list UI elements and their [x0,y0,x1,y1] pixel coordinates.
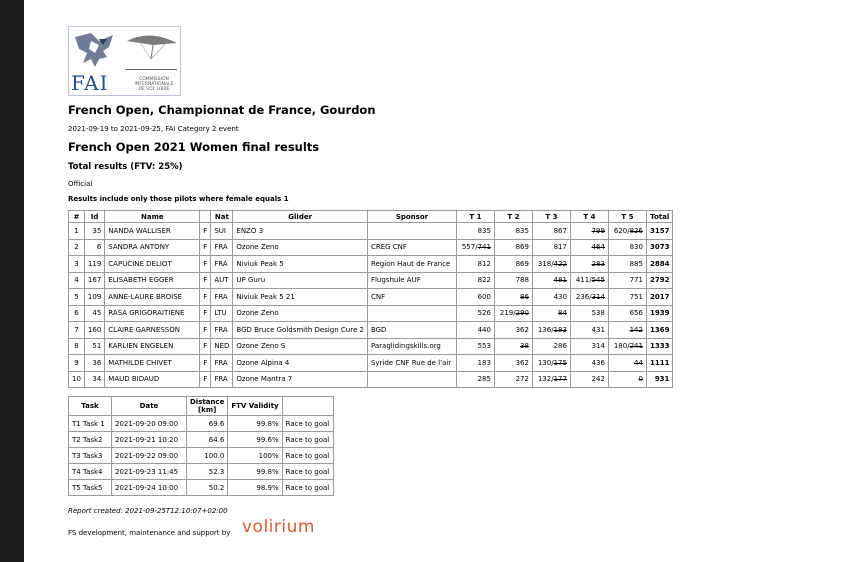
id-cell: 51 [84,338,104,355]
sponsor-cell: Flugshule AUF [367,272,456,289]
id-cell: 119 [84,256,104,273]
total-cell: 2017 [646,289,672,306]
t3-cell: 132/177 [532,371,570,388]
t4-cell: 236/314 [570,289,608,306]
competition-title: French Open, Championnat de France, Gourdon [68,103,376,117]
table-row [69,432,334,448]
task-cell: T4 Task4 [69,464,112,480]
nat-cell: FRA [211,355,233,372]
task-type-cell: Race to goal [282,432,333,448]
nat-cell: FRA [211,322,233,339]
glider-cell: Niviuk Peak 5 [233,256,368,273]
col-name: Name [105,211,200,223]
distance-cell: 100.0 [187,448,228,464]
t3-cell: 130/175 [532,355,570,372]
report-created: Report created: 2021-09-25T12:10:07+02:00 [68,507,228,515]
total-cell: 931 [646,371,672,388]
total-cell: 3073 [646,239,672,256]
sponsor-cell [367,371,456,388]
name-cell: SANDRA ANTONY [105,239,200,256]
t4-cell: 538 [570,305,608,322]
table-row [69,256,673,273]
t2-cell: 788 [494,272,532,289]
t3-cell: 867 [532,223,570,240]
t4-cell: 283 [570,256,608,273]
rank-cell: 2 [69,239,85,256]
date-cell: 2021-09-20 09:00 [112,416,187,432]
table-row [69,480,334,496]
id-cell: 160 [84,322,104,339]
t2-cell: 219/290 [494,305,532,322]
col-distance: Distance [km] [187,397,228,416]
t1-cell: 183 [456,355,494,372]
validity-cell: 100% [228,448,282,464]
total-results-heading: Total results (FTV: 25%) [68,162,183,172]
t2-cell: 869 [494,239,532,256]
glider-cell: ENZO 3 [233,223,368,240]
glider-cell: BGD Bruce Goldsmith Design Cure 2 [233,322,368,339]
t1-cell: 557/741 [456,239,494,256]
name-cell: ELISABETH EGGER [105,272,200,289]
col-t4: T 4 [570,211,608,223]
rank-cell: 3 [69,256,85,273]
sex-cell: F [200,322,211,339]
task-table [68,396,334,496]
nat-cell: FRA [211,371,233,388]
validity-cell: 99.6% [228,432,282,448]
name-cell: MAUD BIDAUD [105,371,200,388]
nat-cell: LTU [211,305,233,322]
t1-cell: 440 [456,322,494,339]
table-row [69,355,673,372]
sponsor-cell: Syride CNF Rue de l'air [367,355,456,372]
fai-logo-text: FAI [71,71,109,95]
task-type-cell: Race to goal [282,480,333,496]
name-cell: ANNE-LAURE BROISE [105,289,200,306]
filter-note: Results include only those pilots where female equals 1 [68,195,289,203]
t2-cell: 835 [494,223,532,240]
total-cell: 1939 [646,305,672,322]
task-cell: T2 Task2 [69,432,112,448]
rank-cell: 9 [69,355,85,372]
col-task-type [282,397,333,416]
total-cell: 3157 [646,223,672,240]
sex-cell: F [200,355,211,372]
footer-text: FS development, maintenance and support by [68,529,231,537]
col-sex [200,211,211,223]
t5-cell: 751 [608,289,646,306]
t1-cell: 526 [456,305,494,322]
task-type-cell: Race to goal [282,416,333,432]
sex-cell: F [200,239,211,256]
t4-cell: 431 [570,322,608,339]
col-id: Id [84,211,104,223]
name-cell: CAPUCINE DELIOT [105,256,200,273]
col-t5: T 5 [608,211,646,223]
volirium-logo: volirium [242,517,315,537]
t1-cell: 285 [456,371,494,388]
t5-cell: 180/241 [608,338,646,355]
task-type-cell: Race to goal [282,448,333,464]
total-cell: 1333 [646,338,672,355]
col-rank: # [69,211,85,223]
t5-cell: 142 [608,322,646,339]
sex-cell: F [200,305,211,322]
name-cell: RASA GRIGORAITIENE [105,305,200,322]
t5-cell: 830 [608,239,646,256]
glider-cell: UP Guru [233,272,368,289]
name-cell: NANDA WALLISER [105,223,200,240]
t1-cell: 812 [456,256,494,273]
id-cell: 109 [84,289,104,306]
glider-cell: Ozone Zeno [233,305,368,322]
t4-cell: 411/545 [570,272,608,289]
col-nat: Nat [211,211,233,223]
table-row [69,371,673,388]
logo-divider [125,69,177,70]
id-cell: 34 [84,371,104,388]
sponsor-cell: Paraglidingskills.org [367,338,456,355]
t3-cell: 84 [532,305,570,322]
table-row [69,239,673,256]
t1-cell: 822 [456,272,494,289]
table-row [69,338,673,355]
col-validity: FTV Validity [228,397,282,416]
task-type-cell: Race to goal [282,464,333,480]
table-row [69,305,673,322]
nat-cell: SUI [211,223,233,240]
date-cell: 2021-09-21 10:20 [112,432,187,448]
sex-cell: F [200,272,211,289]
viewer-left-edge [0,0,24,562]
col-glider: Glider [233,211,368,223]
t4-cell: 464 [570,239,608,256]
sex-cell: F [200,338,211,355]
t1-cell: 600 [456,289,494,306]
rank-cell: 10 [69,371,85,388]
rank-cell: 8 [69,338,85,355]
sponsor-cell: Region Haut de France [367,256,456,273]
sponsor-cell: BGD [367,322,456,339]
glider-cell: Ozone Zeno [233,239,368,256]
nat-cell: FRA [211,256,233,273]
t2-cell: 272 [494,371,532,388]
t3-cell: 430 [532,289,570,306]
col-t1: T 1 [456,211,494,223]
t3-cell: 481 [532,272,570,289]
date-cell: 2021-09-22 09:00 [112,448,187,464]
validity-cell: 99.8% [228,416,282,432]
task-cell: T5 Task5 [69,480,112,496]
t3-cell: 318/422 [532,256,570,273]
col-task: Task [69,397,112,416]
total-cell: 1111 [646,355,672,372]
table-row [69,322,673,339]
task-header-row [69,397,334,416]
distance-cell: 64.6 [187,432,228,448]
id-cell: 36 [84,355,104,372]
distance-cell: 69.6 [187,416,228,432]
col-sponsor: Sponsor [367,211,456,223]
sponsor-cell: CNF [367,289,456,306]
nat-cell: NED [211,338,233,355]
table-row [69,272,673,289]
fai-logo-subtext: COMMISSION INTERNATIONALE DE VOL LIBRE [134,77,174,92]
t4-cell: 799 [570,223,608,240]
date-cell: 2021-09-24 10:00 [112,480,187,496]
t2-cell: 362 [494,322,532,339]
task-cell: T3 Task3 [69,448,112,464]
t2-cell: 86 [494,289,532,306]
sex-cell: F [200,289,211,306]
id-cell: 35 [84,223,104,240]
sex-cell: F [200,371,211,388]
rank-cell: 7 [69,322,85,339]
nat-cell: FRA [211,289,233,306]
results-title: French Open 2021 Women final results [68,140,320,154]
glider-cell: Ozone Mantra 7 [233,371,368,388]
results-table [68,210,673,388]
t1-cell: 835 [456,223,494,240]
total-cell: 2792 [646,272,672,289]
glider-cell: Ozone Zeno S [233,338,368,355]
t2-cell: 362 [494,355,532,372]
nat-cell: FRA [211,239,233,256]
sex-cell: F [200,223,211,240]
id-cell: 167 [84,272,104,289]
rank-cell: 1 [69,223,85,240]
sponsor-cell: CREG CNF [367,239,456,256]
col-date: Date [112,397,187,416]
table-row [69,464,334,480]
distance-cell: 50.2 [187,480,228,496]
t5-cell: 0 [608,371,646,388]
rank-cell: 4 [69,272,85,289]
t5-cell: 620/826 [608,223,646,240]
t4-cell: 242 [570,371,608,388]
competition-dates: 2021-09-19 to 2021-09-25, FAI Category 2 event [68,125,239,133]
id-cell: 45 [84,305,104,322]
fai-logo [68,26,181,96]
nat-cell: AUT [211,272,233,289]
task-cell: T1 Task 1 [69,416,112,432]
t3-cell: 136/183 [532,322,570,339]
t1-cell: 553 [456,338,494,355]
t2-cell: 38 [494,338,532,355]
t5-cell: 885 [608,256,646,273]
sponsor-cell [367,305,456,322]
col-total: Total [646,211,672,223]
total-cell: 2884 [646,256,672,273]
t4-cell: 314 [570,338,608,355]
total-cell: 1369 [646,322,672,339]
glider-cell: Niviuk Peak 5 21 [233,289,368,306]
col-t3: T 3 [532,211,570,223]
col-t2: T 2 [494,211,532,223]
rank-cell: 6 [69,305,85,322]
t5-cell: 771 [608,272,646,289]
validity-cell: 99.8% [228,464,282,480]
t5-cell: 656 [608,305,646,322]
t2-cell: 869 [494,256,532,273]
t4-cell: 436 [570,355,608,372]
name-cell: MATHILDE CHIVET [105,355,200,372]
table-row [69,223,673,240]
name-cell: KARLIEN ENGELEN [105,338,200,355]
t3-cell: 817 [532,239,570,256]
table-row [69,416,334,432]
glider-cell: Ozone Alpina 4 [233,355,368,372]
rank-cell: 5 [69,289,85,306]
t5-cell: 44 [608,355,646,372]
date-cell: 2021-09-23 11:45 [112,464,187,480]
validity-cell: 98.9% [228,480,282,496]
table-row [69,289,673,306]
table-row [69,448,334,464]
t3-cell: 286 [532,338,570,355]
official-label: Official [68,180,93,188]
sex-cell: F [200,256,211,273]
name-cell: CLAIRE GARNESSON [105,322,200,339]
id-cell: 6 [84,239,104,256]
results-header-row [69,211,673,223]
distance-cell: 52.3 [187,464,228,480]
sponsor-cell [367,223,456,240]
